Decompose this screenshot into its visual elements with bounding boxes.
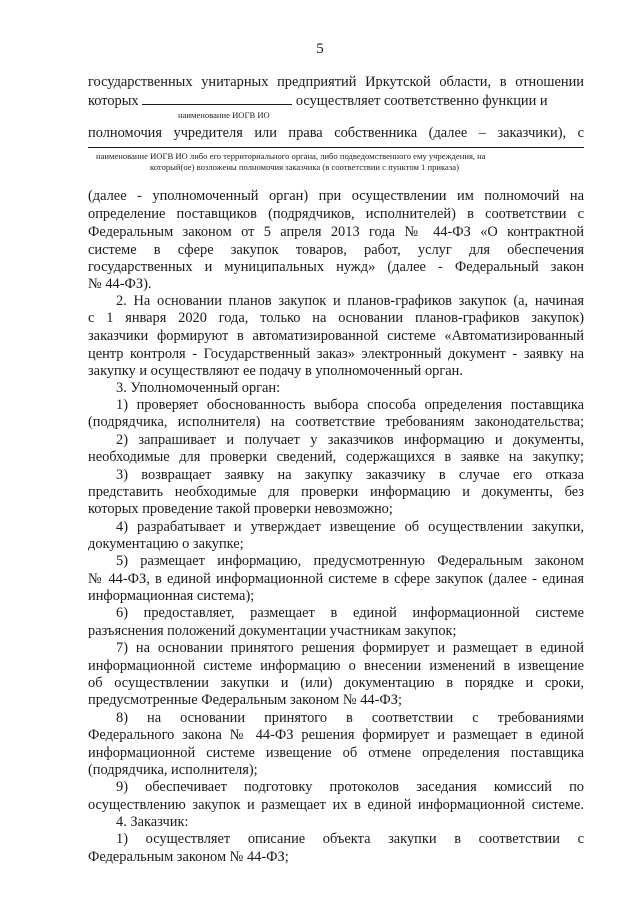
paragraph-start: 4. Заказчик: bbox=[116, 814, 189, 830]
text-line: Федеральным законом от 5 апреля 2013 года № 44-ФЗ «О контрактной bbox=[88, 224, 584, 240]
text-line: государственных унитарных предприятий Иркутской области, в отношении bbox=[88, 74, 584, 90]
text-line: с 1 января 2020 года, только на основании планов-графиков закупок) bbox=[88, 310, 584, 326]
text-line: разъяснения положений документации участникам закупок; bbox=[88, 623, 457, 639]
text-line-with-blank bbox=[88, 92, 584, 110]
text-line: Федерального закона № 44-ФЗ решения формирует и размещает в единой bbox=[88, 727, 584, 743]
text-line: государственных и муниципальных нужд» (далее - Федеральный закон bbox=[88, 259, 584, 275]
paragraph-start: 1) проверяет обоснованность выбора способа определения поставщика bbox=[116, 397, 584, 413]
text-line: полномочия учредителя или права собственника (далее – заказчики), с bbox=[88, 125, 584, 141]
text-line: об осуществлении закупки и (или) документацию в порядке и сроки, bbox=[88, 675, 584, 691]
text-fragment: которых bbox=[88, 93, 139, 109]
text-line: предусмотренные Федеральным законом № 44-ФЗ; bbox=[88, 692, 402, 708]
text-line: информационной системе информацию о внесении изменений в извещение bbox=[88, 658, 584, 674]
text-line: № 44-ФЗ). bbox=[88, 276, 152, 292]
paragraph-start: 9) обеспечивает подготовку протоколов заседания комиссий по bbox=[116, 779, 584, 795]
text-line: информационной системе извещение об отмене определения поставщика bbox=[88, 745, 584, 761]
text-line: документацию о закупке; bbox=[88, 536, 244, 552]
text-line: (далее - уполномоченный орган) при осуществлении им полномочий на bbox=[88, 188, 584, 204]
text-line: № 44-ФЗ, в единой информационной системе в сфере закупок (далее - единая bbox=[88, 571, 584, 587]
text-fragment: осуществляет соответственно функции и bbox=[295, 93, 548, 109]
text-line: центр контроля - Государственный заказ» электронный документ - заявку на bbox=[88, 346, 584, 362]
text-line: Федеральным законом № 44-ФЗ; bbox=[88, 849, 289, 865]
text-line: определение поставщиков (подрядчиков, исполнителей) в соответствии с bbox=[88, 206, 584, 222]
text-line: системе в сфере закупок товаров, работ, услуг для обеспечения bbox=[88, 242, 584, 258]
text-line: осуществлению закупок и размещает их в единой информационной системе. bbox=[88, 797, 584, 813]
text-line: (подрядчика, исполнителя) на соответствие требованиям законодательства; bbox=[88, 414, 584, 430]
paragraph-start: 2. На основании планов закупок и планов-графиков закупок (а, начиная bbox=[116, 293, 584, 309]
text-line: представить необходимые для проверки информацию и документы, без bbox=[88, 484, 584, 500]
paragraph-start: 3. Уполномоченный орган: bbox=[116, 380, 281, 396]
field-caption: который(ое) возложены полномочия заказчика (в соответствии с пунктом 1 приказа) bbox=[150, 162, 459, 172]
text-line: закупку и осуществляют ее подачу в уполномоченный орган. bbox=[88, 363, 463, 379]
text-line: информационная система); bbox=[88, 588, 255, 604]
paragraph-start: 6) предоставляет, размещает в единой информационной системе bbox=[116, 605, 584, 621]
blank-field bbox=[142, 92, 292, 105]
paragraph-start: 5) размещает информацию, предусмотренную Федеральным законом bbox=[116, 553, 584, 569]
text-line: необходимые для проверки сведений, содержащихся в заявке на закупку; bbox=[88, 449, 584, 465]
field-caption: наименование ИОГВ ИО либо его территориального органа, либо подведомственного ему учреждения, на bbox=[96, 151, 486, 161]
paragraph-start: 2) запрашивает и получает у заказчиков информацию и документы, bbox=[116, 432, 584, 448]
paragraph-start: 4) разрабатывает и утверждает извещение об осуществлении закупки, bbox=[116, 519, 584, 535]
text-line: (подрядчика, исполнителя); bbox=[88, 762, 258, 778]
paragraph-start: 7) на основании принятого решения формирует и размещает в единой bbox=[116, 640, 584, 656]
paragraph-start: 1) осуществляет описание объекта закупки в соответствии с bbox=[116, 831, 584, 847]
paragraph-start: 3) возвращает заявку на закупку заказчику в случае его отказа bbox=[116, 467, 584, 483]
field-caption: наименование ИОГВ ИО bbox=[178, 110, 270, 120]
paragraph-start: 8) на основании принятого в соответствии с требованиями bbox=[116, 710, 584, 726]
text-line: которых проведение такой проверки невозможно; bbox=[88, 501, 393, 517]
page-number: 5 bbox=[316, 41, 324, 57]
blank-field-rule bbox=[88, 147, 584, 148]
text-line: заказчики формируют в автоматизированной системе «Автоматизированный bbox=[88, 328, 584, 344]
